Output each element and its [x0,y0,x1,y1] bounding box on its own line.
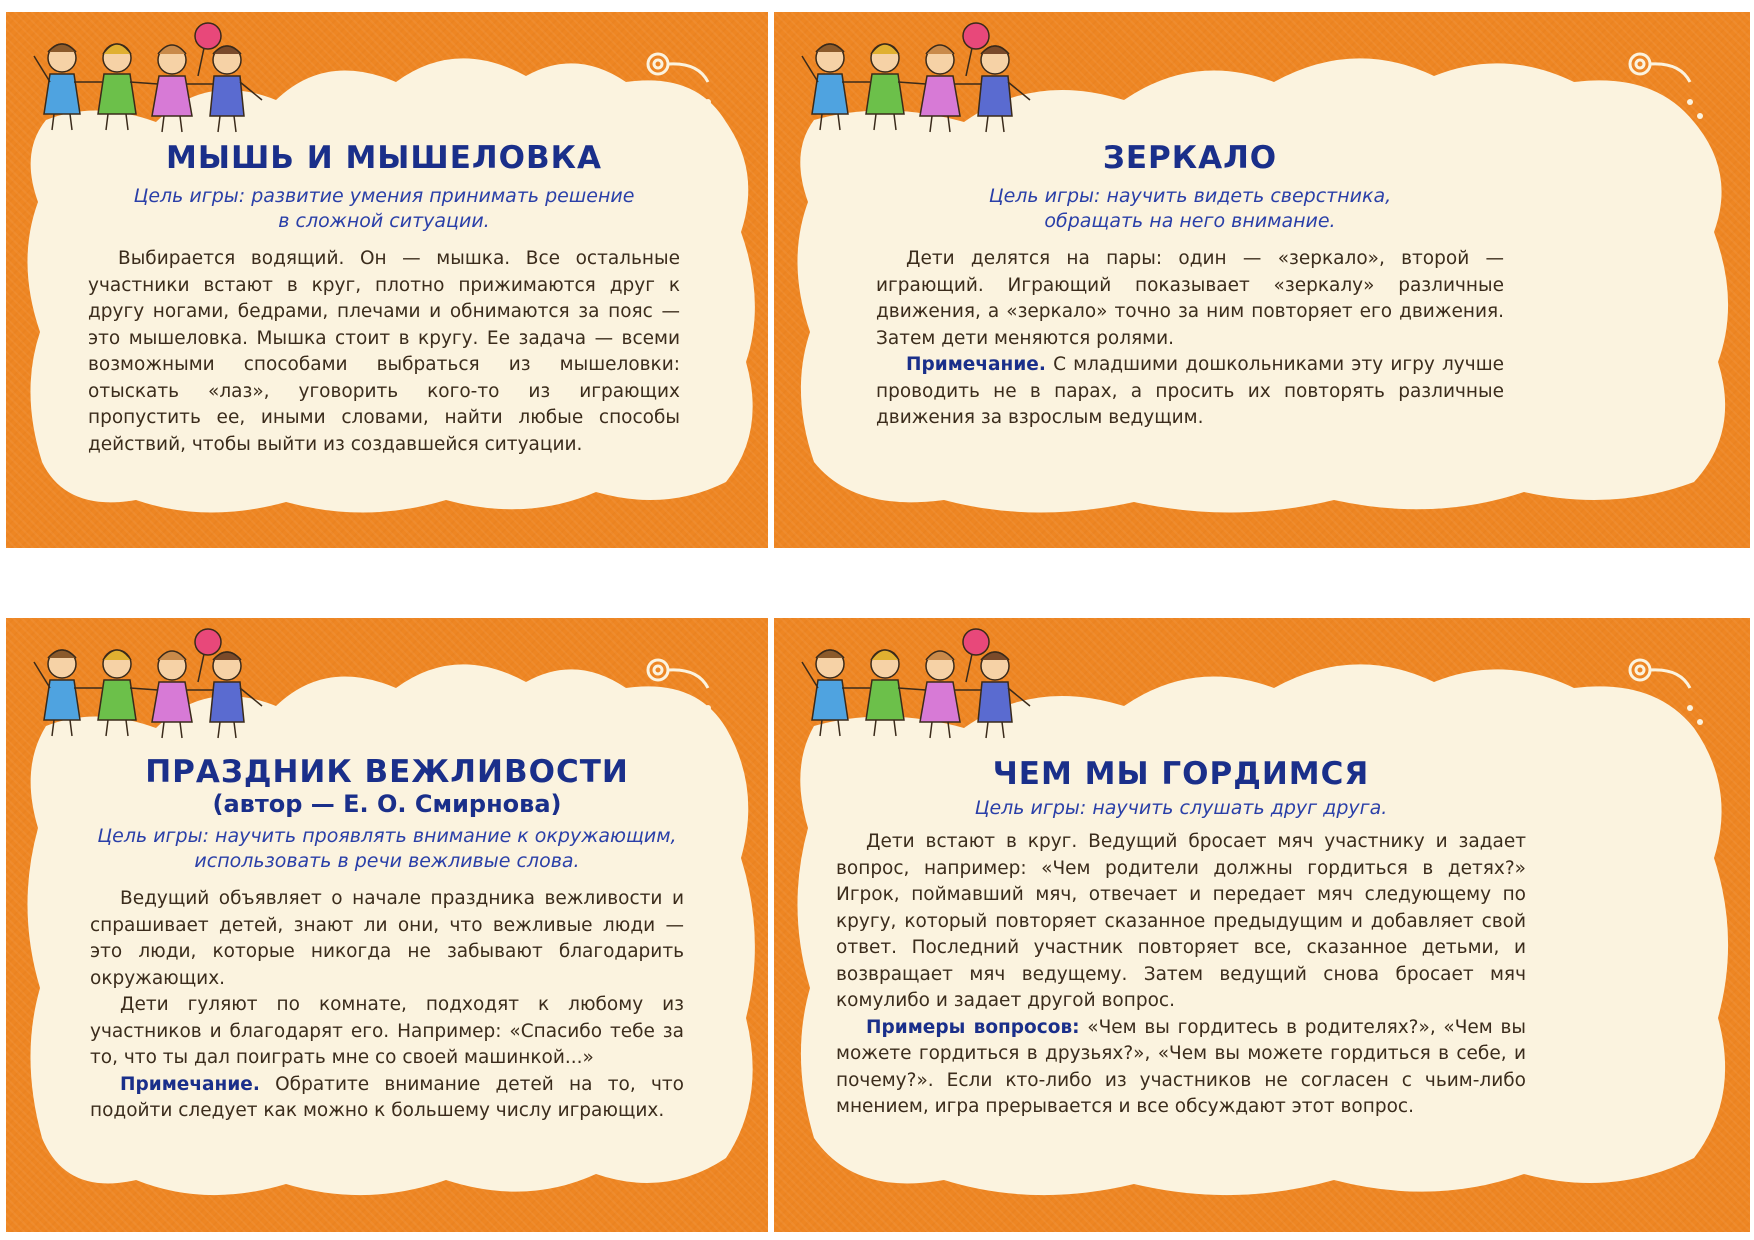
card-paragraph: Дети встают в круг. Ведущий бросает мяч участнику и задает вопрос, например: «Чем родители должны гордиться в детях?» Игрок, поймавший мяч, отвечает и передает мяч следующему по кругу, который повторяет сказанное предыдущим и добавляет свой ответ. Последний участник повторяет все, сказанное детьми, и возвращает мяч ведущему. Затем ведущий снова бросает мяч комулибо и задает другой вопрос. [836,831,1526,1011]
note-label: Примеры вопросов: [866,1016,1080,1038]
game-card-politeness-holiday [6,618,768,1232]
game-card-what-we-are-proud-of [774,618,1750,1232]
swirl-ornament-icon [1580,648,1730,808]
card-goal: Цель игры: развитие умения принимать решение в сложной ситуации. [133,185,635,232]
kids-holding-hands-illustration [22,16,272,136]
note-label: Примечание. [906,354,1046,375]
card-content [88,140,680,458]
kids-holding-hands-illustration [790,622,1040,742]
card-note: Примеры вопросов: «Чем вы гордитесь в родителях?», «Чем вы можете гордиться в друзьях?», «Чем вы можете гордиться в себе, и почему?». Если кто-либо из участников не согласен с чьим-либо мнением, игра прерывается и все обсуждают этот вопрос. [836,1016,1526,1117]
card-goal: Цель игры: научить проявлять внимание к окружающим, использовать в речи вежливые слова. [97,825,677,872]
card-title: ПРАЗДНИК ВЕЖЛИВОСТИ [145,754,629,790]
card-note: Примечание. С младшими дошкольниками эту игру лучше проводить не в парах, а просить их повторять различные движения за взрослым ведущим. [876,354,1504,428]
card-content [90,754,684,1125]
note-label: Примечание. [120,1073,260,1095]
card-title: МЫШЬ И МЫШЕЛОВКА [166,140,602,176]
swirl-ornament-icon [1580,42,1730,202]
card-subtitle: (автор — Е. О. Смирнова) [212,790,562,818]
kids-holding-hands-illustration [790,16,1040,136]
card-content [836,756,1526,1121]
game-card-mouse-trap [6,12,768,548]
card-title: ЧЕМ МЫ ГОРДИМСЯ [992,756,1370,792]
card-note: Примечание. Обратите внимание детей на то, что подойти следует как можно к большему числу играющих. [90,1073,684,1121]
game-card-mirror [774,12,1750,548]
card-goal: Цель игры: научить слушать друг друга. [974,797,1388,819]
card-content [876,140,1504,432]
card-goal: Цель игры: научить видеть сверстника, обращать на него внимание. [988,185,1392,232]
kids-holding-hands-illustration [22,622,272,742]
card-title: ЗЕРКАЛО [1102,140,1278,176]
card-paragraph: Дети делятся на пары: один — «зеркало», второй — играющий. Играющий показывает «зеркалу» различные движения, а «зеркало» точно за ним повторяет его движения. Затем дети меняются ролями. [876,248,1504,349]
card-paragraph: Дети гуляют по комнате, подходят к любому из участников и благодарят его. Например: «Спасибо тебе за то, что ты дал поиграть мне со своей машинкой...» [90,994,684,1068]
card-paragraph: Выбирается водящий. Он — мышка. Все остальные участники встают в круг, плотно прижимаются друг к другу ногами, бедрами, плечами и обнимаются за пояс — это мышеловка. Мышка стоит в кругу. Ее задача — всеми возможными способами выбраться из мышеловки: отыскать «лаз», уговорить кого-то из играющих пропустить ее, иными словами, найти любые способы действий, чтобы выйти из создавшейся ситуации. [88,248,680,455]
card-paragraph: Ведущий объявляет о начале праздника вежливости и спрашивает детей, знают ли они, что вежливые люди — это люди, которые никогда не забывают благодарить окружающих. [90,888,684,989]
